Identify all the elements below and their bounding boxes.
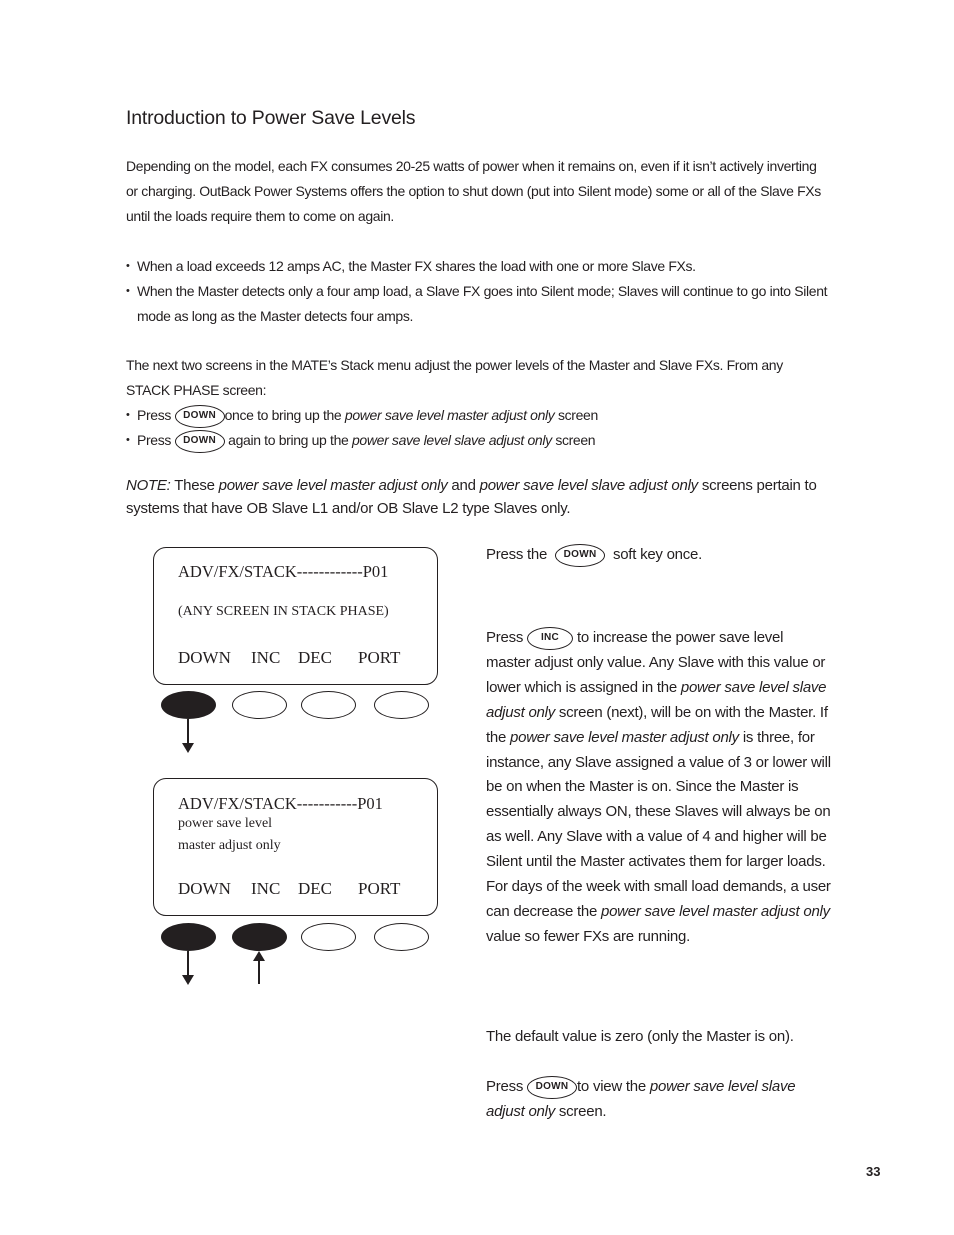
lcd-line: master adjust only [178, 838, 281, 853]
note-screen-master: power save level master adjust only [218, 477, 448, 494]
arrow-down-icon [180, 719, 196, 755]
softkey-2 [232, 691, 287, 719]
lcd-line: power save level [178, 816, 273, 831]
softkey-3 [301, 691, 356, 719]
softkey-label-port: PORT [358, 879, 401, 898]
down-key-icon: DOWN [175, 405, 225, 428]
intro-paragraph: Depending on the model, each FX consumes 20-25 watts of power when it remains on, even if it isn’t actively inverting or charging. OutBack Power Systems offers the option to shut down (put into Silent mode) some or all of the Slave FXs until the loads require them to come on again. [126, 158, 821, 224]
softkey-label-dec: DEC [298, 648, 332, 667]
lcd-line: (ANY SCREEN IN STACK PHASE) [178, 604, 389, 619]
bullet-item: • When a load exceeds 12 amps AC, the Master FX shares the load with one or more Slave FXs. [126, 254, 831, 279]
softkey-1-pressed [161, 691, 216, 719]
arrow-down-icon [180, 951, 196, 987]
down-key-icon: DOWN [175, 430, 225, 453]
softkey-label-inc: INC [251, 648, 281, 667]
softkey-label-port: PORT [358, 648, 401, 667]
softkey-label-down: DOWN [178, 648, 231, 667]
lcd-header: ADV/FX/STACK------------P01 [178, 562, 389, 581]
bullet-item: • When the Master detects only a four amp load, a Slave FX goes into Silent mode; Slaves will continue to go into Silent mode as long as the Master detects four amps. [126, 279, 831, 329]
note-paragraph: NOTE: These power save level master adjust only and power save level slave adjust only screens pertain to systems that have OB Slave L1 and/or OB Slave L2 type Slaves only. [126, 477, 817, 517]
step-item [126, 403, 831, 428]
instruction-down: Press the DOWN soft key once. [486, 543, 831, 568]
step-item [126, 428, 831, 453]
step2-screen-name: power save level slave adjust only [352, 431, 552, 448]
softkey-label-dec: DEC [298, 879, 332, 898]
note-screen-slave: power save level slave adjust only [479, 477, 698, 494]
softkey-4 [374, 691, 429, 719]
bullet-list [126, 254, 831, 328]
step1-text: once to bring up the [224, 407, 345, 423]
softkey-4 [374, 923, 429, 951]
instruction-inc: Press INC to increase the power save level master adjust only value. Any Slave with this value or lower which is assigned in the power save level slave adjust only screen (next), will be on with the Master. If the power save level master adjust only is three, for instance, any Slave assigned a value of 3 or lower will be on when the Master is on. Since the Master is essentially always ON, these Slaves will always be on as well. Any Slave with a value of 4 and higher will be Silent until the Master activates them for larger loads. For days of the week with small load demands, a user can decrease the power save level master adjust only value so fewer FXs are running. [486, 626, 831, 950]
lcd-screen-master-adjust [153, 778, 438, 916]
step1-screen-name: power save level master adjust only [344, 407, 555, 423]
softkey-label-down: DOWN [178, 879, 231, 898]
press-word: Press [137, 431, 172, 448]
down-key-icon: DOWN [527, 1076, 577, 1099]
softkey-1-pressed [161, 923, 216, 951]
default-value-text: The default value is zero (only the Master is on). [486, 1028, 794, 1045]
softkey-label-inc: INC [251, 879, 281, 898]
down-key-icon: DOWN [555, 544, 605, 567]
instruction-down-slave: Press DOWN to view the power save level slave adjust only screen. [486, 1075, 831, 1125]
press-word: Press [137, 407, 172, 423]
step1-suffix: screen [554, 407, 598, 423]
lcd-screen-stack-phase [153, 547, 438, 685]
steps-list [126, 403, 831, 453]
arrow-up-icon [251, 951, 267, 985]
menu-paragraph: The next two screens in the MATE’s Stack menu adjust the power levels of the Master and Slave FXs. From any STACK PHASE screen: [126, 357, 783, 398]
lcd-header: ADV/FX/STACK-----------P01 [178, 794, 383, 813]
step2-text: again to bring up the [228, 431, 352, 448]
step2-suffix: screen [551, 431, 596, 448]
softkey-3 [301, 923, 356, 951]
inc-key-icon: INC [527, 627, 573, 650]
softkey-2-pressed [232, 923, 287, 951]
note-label: NOTE: [126, 477, 171, 494]
page-number: 33 [866, 1164, 881, 1179]
section-title: Introduction to Power Save Levels [126, 107, 416, 129]
